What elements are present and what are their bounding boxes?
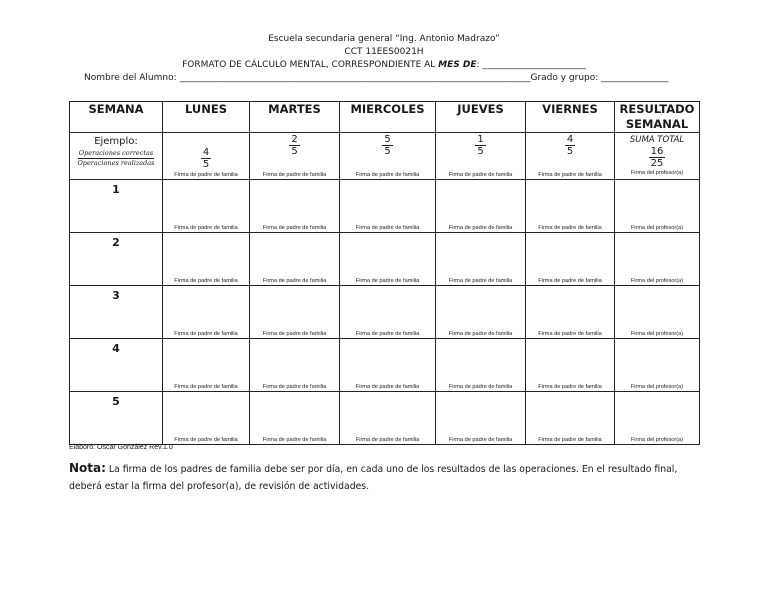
- week-number: 3: [112, 289, 120, 302]
- day-cell[interactable]: [163, 233, 250, 286]
- example-row: [70, 133, 700, 180]
- parent-signature: Firma de padre de familia: [355, 225, 420, 231]
- fraction-den: 5: [566, 146, 574, 157]
- parent-signature: Firma de padre de familia: [448, 278, 513, 284]
- day-cell[interactable]: [163, 180, 250, 233]
- week-row: [70, 339, 700, 392]
- day-cell[interactable]: [526, 180, 615, 233]
- parent-signature: Firma de padre de familia: [538, 278, 602, 284]
- parent-signature: Firma de padre de familia: [448, 384, 513, 390]
- example-miercoles: [340, 133, 436, 180]
- school-name: Escuela secundaria general “Ing. Antonio Madrazo”: [268, 34, 500, 44]
- parent-signature: Firma de padre de familia: [538, 172, 602, 178]
- total-den: 25: [650, 158, 664, 169]
- fraction-num: 1: [477, 134, 484, 145]
- example-viernes: [526, 133, 615, 180]
- parent-signature: Firma de padre de familia: [538, 384, 602, 390]
- example-legend: [70, 149, 162, 168]
- example-num-label: Operaciones correctas: [78, 149, 154, 157]
- fraction-den: 5: [384, 146, 391, 157]
- parent-signature: Firma de padre de familia: [262, 384, 327, 390]
- day-cell[interactable]: [250, 392, 340, 445]
- school-cct: CCT 11EES0021H: [344, 47, 424, 57]
- teacher-signature: Firma del profesor(a): [630, 278, 684, 284]
- day-cell[interactable]: [250, 286, 340, 339]
- parent-signature: Firma de padre de familia: [262, 172, 327, 178]
- result-cell[interactable]: [615, 339, 700, 392]
- author-credit: Elaboró: Oscar González Rev.1.0: [69, 444, 173, 451]
- day-cell[interactable]: [340, 339, 436, 392]
- parent-signature: Firma de padre de familia: [355, 331, 420, 337]
- weekly-table: [69, 101, 700, 445]
- teacher-signature: Firma del profesor(a): [630, 170, 684, 176]
- example-cell: [70, 133, 163, 180]
- parent-signature: Firma de padre de familia: [262, 331, 327, 337]
- parent-signature: Firma de padre de familia: [262, 278, 327, 284]
- parent-signature: Firma de padre de familia: [174, 278, 238, 284]
- grade-group-field[interactable]: Grado y grupo: _______________: [530, 73, 669, 83]
- suma-total-label: SUMA TOTAL: [629, 135, 685, 145]
- teacher-signature: Firma del profesor(a): [630, 225, 684, 231]
- day-cell[interactable]: [526, 392, 615, 445]
- parent-signature: Firma de padre de familia: [262, 437, 327, 443]
- example-den-label: Operaciones realizadas: [77, 159, 155, 167]
- day-cell[interactable]: [526, 339, 615, 392]
- fraction-den: 5: [477, 146, 484, 157]
- day-cell[interactable]: [163, 392, 250, 445]
- day-cell[interactable]: [340, 392, 436, 445]
- parent-signature: Firma de padre de familia: [355, 437, 420, 443]
- example-label: Ejemplo:: [94, 136, 138, 147]
- parent-signature: Firma de padre de familia: [448, 172, 513, 178]
- parent-signature: Firma de padre de familia: [355, 384, 420, 390]
- week-number: 4: [112, 342, 120, 355]
- fraction-num: 5: [384, 134, 391, 145]
- note: [69, 460, 709, 495]
- fraction-den: 5: [291, 146, 298, 157]
- week-row: [70, 286, 700, 339]
- parent-signature: Firma de padre de familia: [448, 437, 513, 443]
- day-cell[interactable]: [436, 286, 526, 339]
- note-label: Nota:: [69, 461, 106, 475]
- result-cell[interactable]: [615, 286, 700, 339]
- col-semana: SEMANA: [70, 102, 163, 133]
- parent-signature: Firma de padre de familia: [538, 225, 602, 231]
- day-cell[interactable]: [250, 339, 340, 392]
- month-blank[interactable]: : _______________________: [476, 60, 586, 70]
- week-row: [70, 233, 700, 286]
- parent-signature: Firma de padre de familia: [448, 225, 513, 231]
- day-cell[interactable]: [340, 286, 436, 339]
- teacher-signature: Firma del profesor(a): [630, 437, 684, 443]
- col-resultado: RESULTADO SEMANAL: [615, 102, 700, 133]
- parent-signature: Firma de padre de familia: [174, 384, 238, 390]
- week-number: 5: [112, 395, 120, 408]
- parent-signature: Firma de padre de familia: [448, 331, 513, 337]
- col-viernes: VIERNES: [526, 102, 615, 133]
- fraction-num: 4: [202, 147, 210, 158]
- col-jueves: JUEVES: [436, 102, 526, 133]
- parent-signature: Firma de padre de familia: [355, 278, 420, 284]
- result-cell[interactable]: [615, 392, 700, 445]
- week-cell: [70, 233, 163, 286]
- day-cell[interactable]: [163, 286, 250, 339]
- student-line: [84, 72, 704, 85]
- example-lunes: [163, 133, 250, 180]
- fraction-den: 5: [202, 159, 210, 170]
- fraction-num: 4: [566, 134, 574, 145]
- day-cell[interactable]: [436, 180, 526, 233]
- parent-signature: Firma de padre de familia: [174, 331, 238, 337]
- week-number: 1: [112, 183, 120, 196]
- day-cell[interactable]: [436, 392, 526, 445]
- day-cell[interactable]: [526, 233, 615, 286]
- week-cell: [70, 286, 163, 339]
- teacher-signature: Firma del profesor(a): [630, 384, 684, 390]
- result-cell[interactable]: [615, 180, 700, 233]
- day-cell[interactable]: [436, 339, 526, 392]
- week-row: [70, 392, 700, 445]
- month-label: MES DE: [438, 60, 477, 70]
- total-num: 16: [650, 146, 664, 157]
- week-cell: [70, 339, 163, 392]
- day-cell[interactable]: [340, 233, 436, 286]
- parent-signature: Firma de padre de familia: [174, 225, 238, 231]
- teacher-signature: Firma del profesor(a): [630, 331, 684, 337]
- day-cell[interactable]: [436, 233, 526, 286]
- day-cell[interactable]: [340, 180, 436, 233]
- parent-signature: Firma de padre de familia: [355, 172, 420, 178]
- col-miercoles: MIERCOLES: [340, 102, 436, 133]
- col-martes: MARTES: [250, 102, 340, 133]
- day-cell[interactable]: [250, 233, 340, 286]
- parent-signature: Firma de padre de familia: [538, 331, 602, 337]
- example-martes: [250, 133, 340, 180]
- col-lunes: LUNES: [163, 102, 250, 133]
- day-cell[interactable]: [526, 286, 615, 339]
- week-row: [70, 180, 700, 233]
- example-resultado: [615, 133, 700, 180]
- student-name-field[interactable]: Nombre del Alumno: ______________________________________________________________________________: [84, 73, 531, 83]
- header-row: [70, 102, 700, 133]
- week-number: 2: [112, 236, 120, 249]
- format-title: [0, 59, 768, 72]
- week-cell: [70, 180, 163, 233]
- result-cell[interactable]: [615, 233, 700, 286]
- day-cell[interactable]: [250, 180, 340, 233]
- week-cell: [70, 392, 163, 445]
- parent-signature: Firma de padre de familia: [262, 225, 327, 231]
- day-cell[interactable]: [163, 339, 250, 392]
- parent-signature: Firma de padre de familia: [538, 437, 602, 443]
- example-jueves: [436, 133, 526, 180]
- note-text: La firma de los padres de familia debe ser por día, en cada uno de los resultados de las operaciones. En el resultado final, deberá estar la firma del profesor(a), de revisión de actividades.: [69, 464, 678, 492]
- format-prefix: FORMATO DE CÁLCULO MENTAL, CORRESPONDIENTE AL: [182, 60, 439, 70]
- fraction-num: 2: [291, 134, 298, 145]
- parent-signature: Firma de padre de familia: [174, 172, 238, 178]
- parent-signature: Firma de padre de familia: [174, 437, 238, 443]
